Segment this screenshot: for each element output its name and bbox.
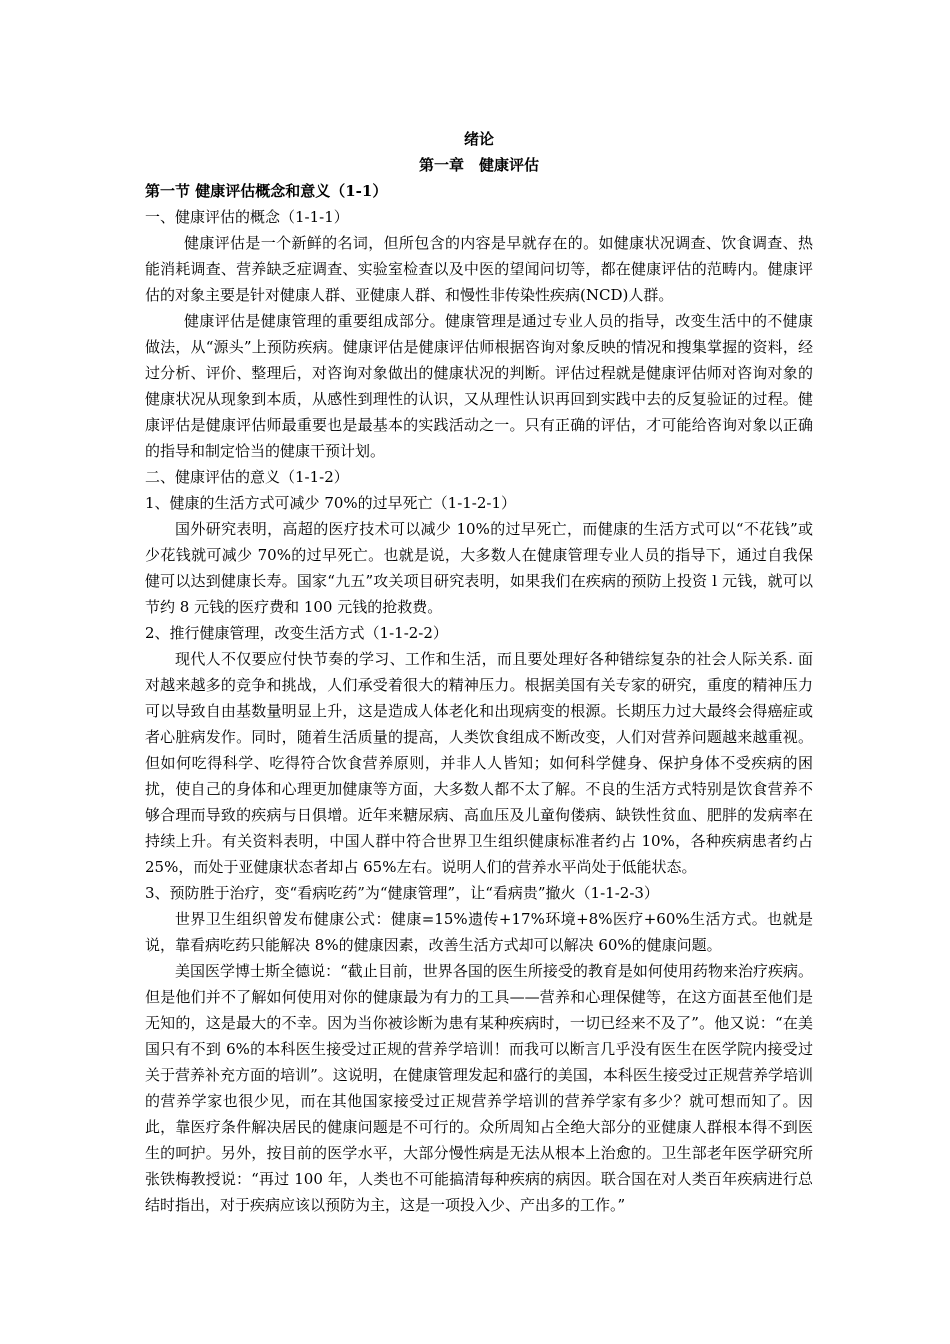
paragraph-point-2: 现代人不仅要应付快节奏的学习、工作和生活，而且要处理好各种错综复杂的社会人际关系. 面对越来越多的竞争和挑战，人们承受着很大的精神压力。根据美国有关专家的研究，重度的精神压力可以导致自由基数量明显上升，这是造成人体老化和出现病变的根源。长期压力过大最终会得癌症或者心脏病发作。同时，随着生活质量的提高，人类饮食组成不断改变，人们对营养问题越来越重视。但如何吃得科学、吃得符合饮食营养原则，并非人人皆知；如何科学健身、保护身体不受疾病的困扰，使自己的身体和心理更加健康等方面，大多数人都不太了解。不良的生活方式特别是饮食营养不够合理而导致的疾病与日俱增。近年来糖尿病、高血压及儿童佝偻病、缺铁性贫血、肥胖的发病率在持续上升。有关资料表明，中国人群中符合世界卫生组织健康标准者约占 10%，各种疾病患者约占 25%，而处于亚健康状态者却占 65%左右。说明人们的营养水平尚处于低能状态。 <box>145 650 813 876</box>
heading-meaning: 二、健康评估的意义（1-1-2） <box>145 468 349 486</box>
document-title: 绪论 <box>463 130 494 148</box>
section-title: 第一节 健康评估概念和意义（1-1） <box>145 182 388 200</box>
paragraph-concept-2: 健康评估是健康管理的重要组成部分。健康管理是通过专业人员的指导，改变生活中的不健康做法，从“源头”上预防疾病。健康评估是健康评估师根据咨询对象反映的情况和搜集掌握的资料，经过分析、评价、整理后，对咨询对象做出的健康状况的判断。评估过程就是健康评估师对咨询对象的健康状况从现象到本质，从感性到理性的认识，又从理性认识再回到实践中去的反复验证的过程。健康评估是健康评估师最重要也是最基本的实践活动之一。只有正确的评估，才可能给咨询对象以正确的指导和制定恰当的健康干预计划。 <box>145 312 813 460</box>
document-page <box>145 126 813 1218</box>
chapter-title: 第一章 健康评估 <box>418 156 539 174</box>
heading-point-3: 3、预防胜于治疗，变“看病吃药”为“健康管理”，让“看病贵”撤火（1-1-2-3） <box>145 884 659 902</box>
paragraph-point-1: 国外研究表明，高超的医疗技术可以减少 10%的过早死亡，而健康的生活方式可以“不花钱”或少花钱就可减少 70%的过早死亡。也就是说，大多数人在健康管理专业人员的指导下，通过自我保健可以达到健康长寿。国家“九五”攻关项目研究表明，如果我们在疾病的预防上投资 l 元钱，就可以节约 8 元钱的医疗费和 100 元钱的抢救费。 <box>145 520 813 616</box>
heading-point-1: 1、健康的生活方式可减少 70%的过早死亡（1-1-2-1） <box>145 494 517 512</box>
heading-point-2: 2、推行健康管理，改变生活方式（1-1-2-2） <box>145 624 448 642</box>
paragraph-concept-1: 健康评估是一个新鲜的名词，但所包含的内容是早就存在的。如健康状况调查、饮食调查、热能消耗调查、营养缺乏症调查、实验室检查以及中医的望闻问切等，都在健康评估的范畴内。健康评估的对象主要是针对健康人群、亚健康人群、和慢性非传染性疾病(NCD)人群。 <box>145 234 813 304</box>
heading-concept: 一、健康评估的概念（1-1-1） <box>145 208 349 226</box>
paragraph-point-3a: 世界卫生组织曾发布健康公式：健康=15%遗传+17%环境+8%医疗+60%生活方式。也就是说，靠看病吃药只能解决 8%的健康因素，改善生活方式却可以解决 60%的健康问题。 <box>145 910 813 954</box>
paragraph-point-3b: 美国医学博士斯全德说：“截止目前，世界各国的医生所接受的教育是如何使用药物来治疗疾病。但是他们并不了解如何使用对你的健康最为有力的工具——营养和心理保健等，在这方面甚至他们是无知的，这是最大的不幸。因为当你被诊断为患有某种疾病时，一切已经来不及了”。他又说：“在美国只有不到 6%的本科医生接受过正规的营养学培训！而我可以断言几乎没有医生在医学院内接受过关于营养补充方面的培训”。这说明，在健康管理发起和盛行的美国，本科医生接受过正规营养学培训的营养学家也很少见，而在其他国家接受过正规营养学培训的营养学家有多少？就可想而知了。因此，靠医疗条件解决居民的健康问题是不可行的。众所周知占全绝大部分的亚健康人群根本得不到医生的呵护。另外，按目前的医学水平，大部分慢性病是无法从根本上治愈的。卫生部老年医学研究所张铁梅教授说：“再过 100 年，人类也不可能搞清每种疾病的病因。联合国在对人类百年疾病进行总结时指出，对于疾病应该以预防为主，这是一项投入少、产出多的工作。” <box>145 962 813 1214</box>
